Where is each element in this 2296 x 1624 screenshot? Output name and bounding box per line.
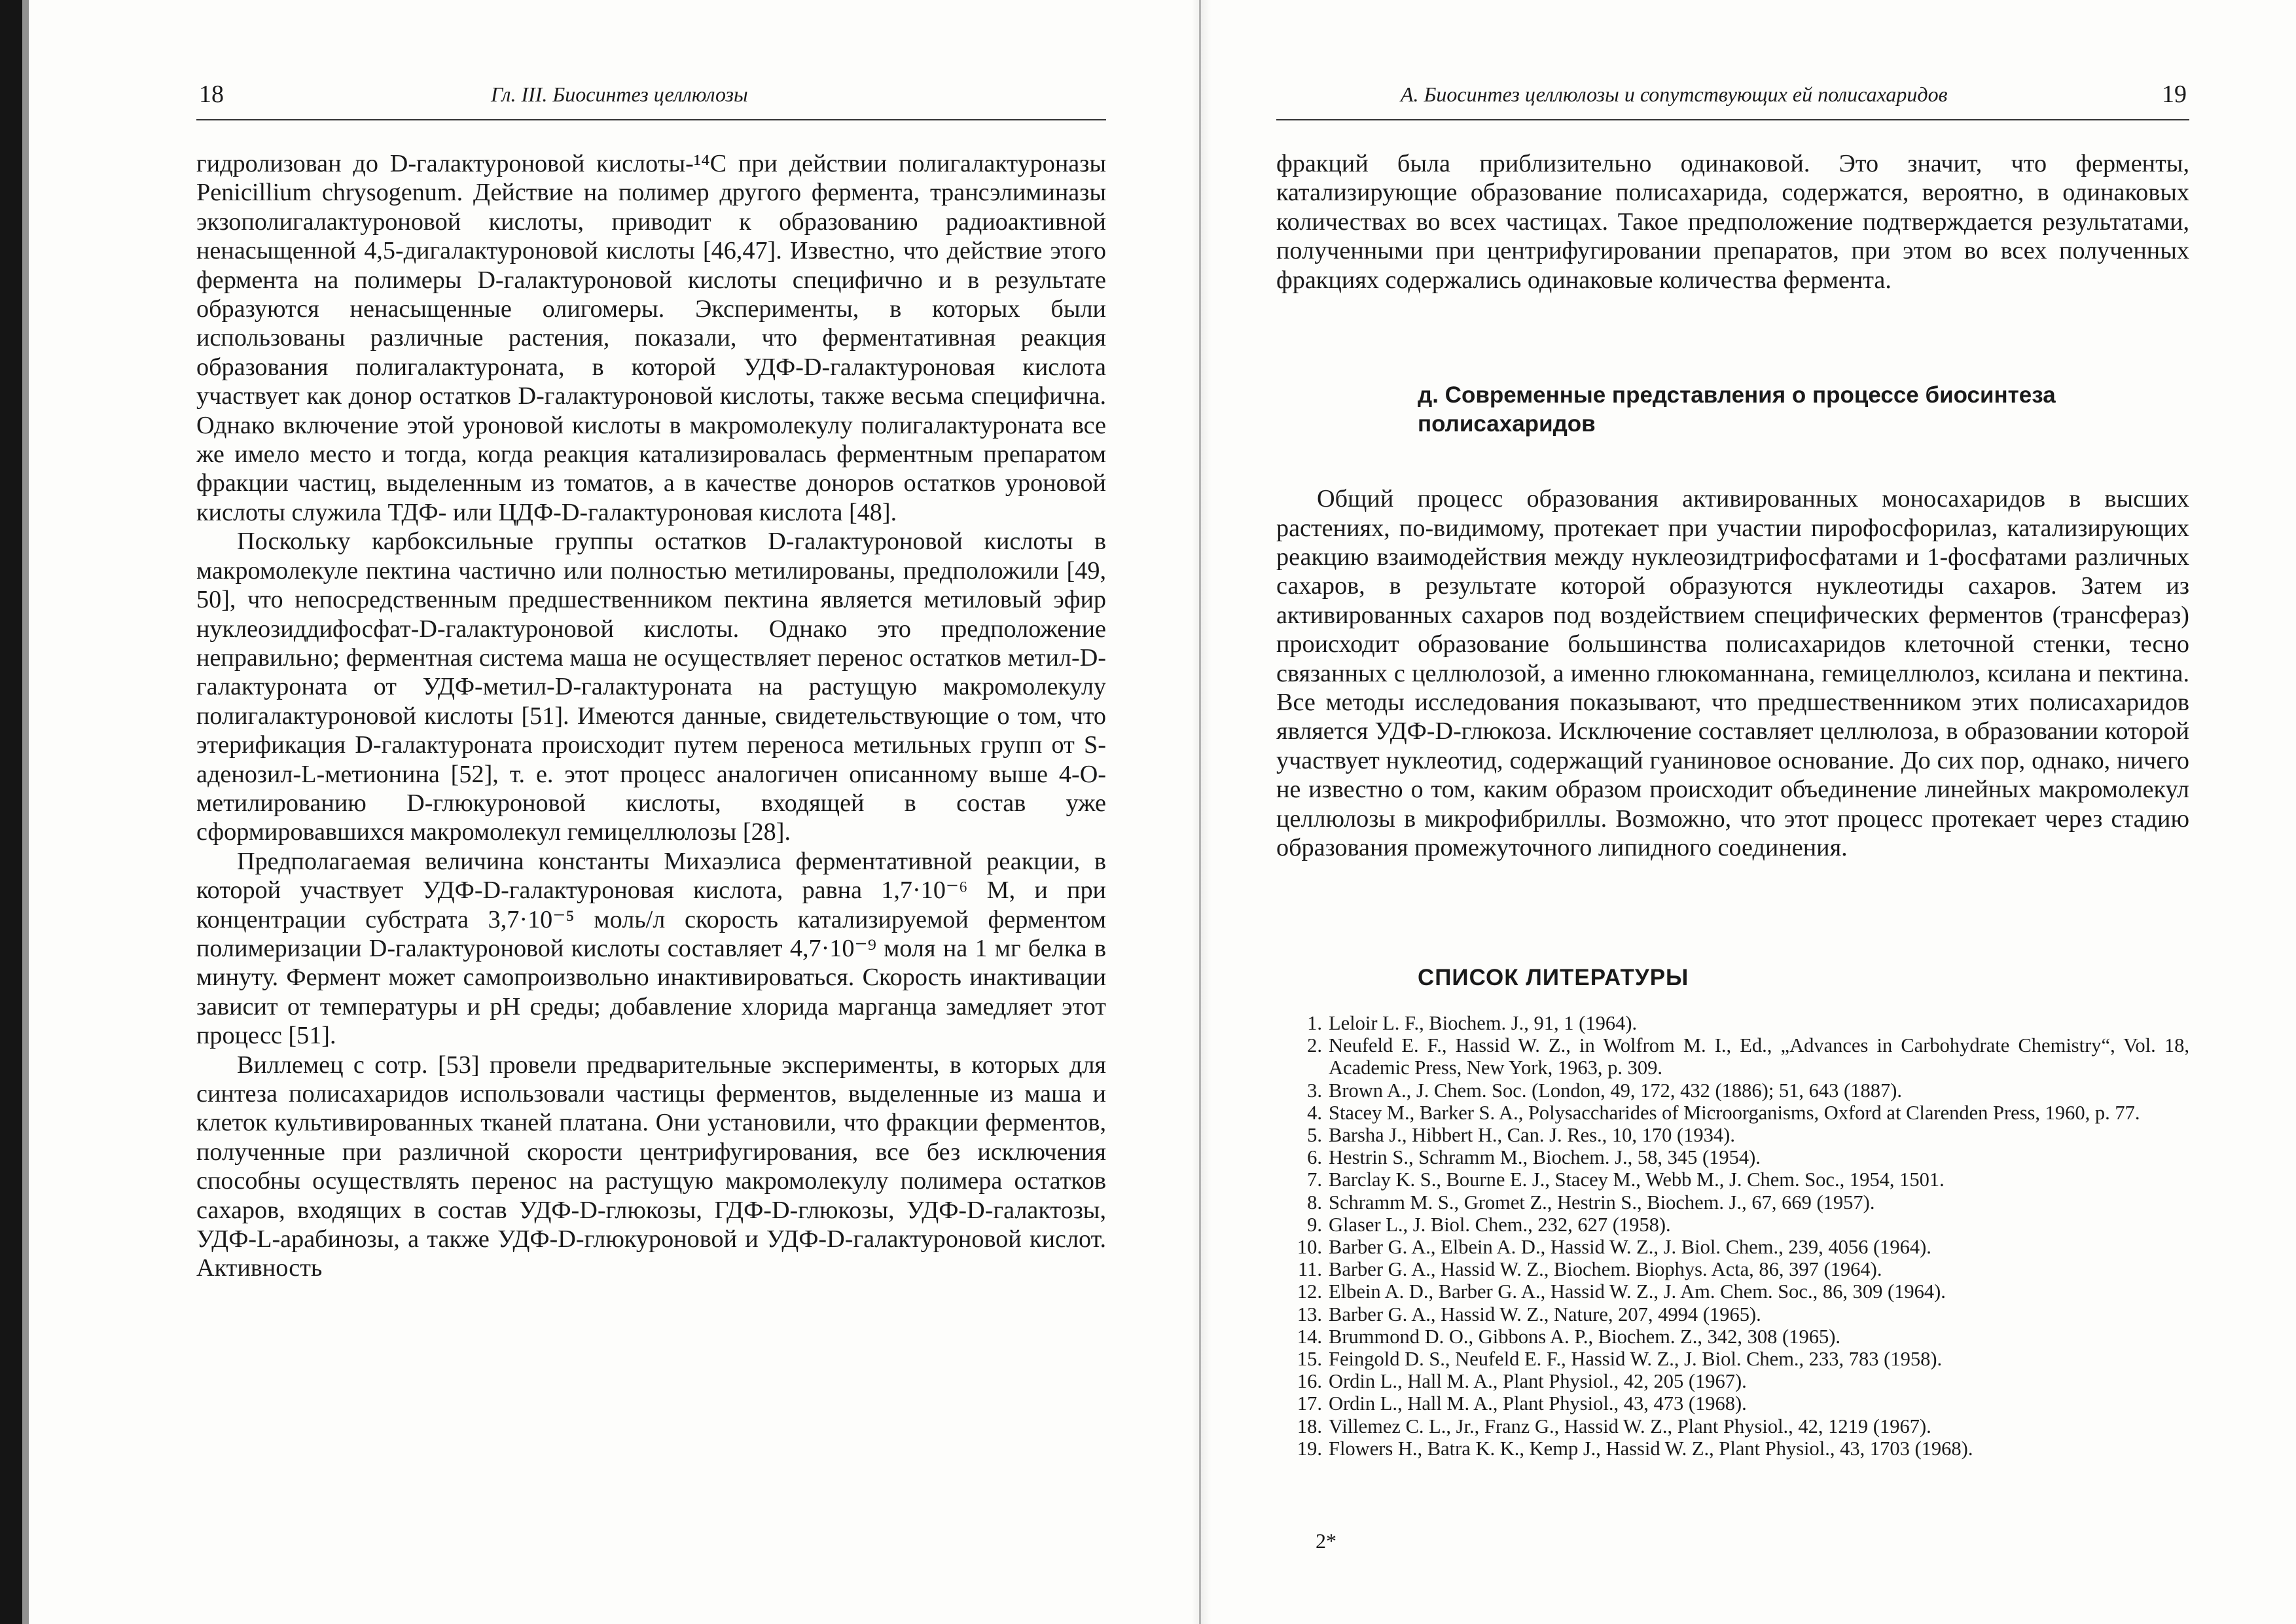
reference-number: 7.: [1307, 1168, 1322, 1191]
right-body-text-section: [1276, 460, 2189, 888]
reference-text: Glaser L., J. Biol. Chem., 232, 627 (1958).: [1329, 1213, 1671, 1236]
reference-text: Barber G. A., Elbein A. D., Hassid W. Z., J. Biol. Chem., 239, 4056 (1964).: [1329, 1236, 1931, 1259]
references-title: СПИСОК ЛИТЕРАТУРЫ: [1418, 965, 1689, 990]
reference-number: 4.: [1307, 1101, 1322, 1124]
reference-number: 9.: [1307, 1213, 1322, 1236]
reference-number: 10.: [1297, 1236, 1322, 1259]
reference-number: 17.: [1297, 1392, 1322, 1415]
reference-number: 11.: [1298, 1258, 1322, 1281]
reference-number: 8.: [1307, 1191, 1322, 1214]
reference-item: [1276, 1370, 2189, 1392]
reference-item: [1276, 1236, 2189, 1258]
left-running-header: [196, 77, 1106, 120]
references-list: [1276, 1012, 2189, 1460]
reference-item: [1276, 1392, 2189, 1415]
reference-number: 5.: [1307, 1124, 1322, 1147]
reference-text: Villemez C. L., Jr., Franz G., Hassid W. Z., Plant Physiol., 42, 1219 (1967).: [1329, 1415, 1931, 1437]
left-paragraph-3: Предполагаемая величина константы Михаэлиса ферментативной реакции, в которой участвует УДФ-D-галактуроновая кислота, равна 1,7·10⁻⁶ М, и при концентрации субстрата 3,7·10⁻⁵ моль/л скорость катализируемой ферментом полимеризации D-галактуроновой кислоты составляет 4,7·10⁻⁹ моля на 1 мг белка в минуту. Фермент может самопроизвольно инактивироваться. Скорость инактивации зависит от температуры и pH среды; добавление хлорида марганца замедляет этот процесс [51].: [196, 847, 1106, 1050]
reference-item: [1276, 1214, 2189, 1236]
reference-item: [1276, 1124, 2189, 1146]
reference-number: 19.: [1297, 1437, 1322, 1460]
reference-text: Hestrin S., Schramm M., Biochem. J., 58, 345 (1954).: [1329, 1146, 1761, 1169]
left-paragraph-2: Поскольку карбоксильные группы остатков D-галактуроновой кислоты в макромолекуле пектина частично или полностью метилированы, предположили [49, 50], что непосредственным предшественником пектина является метиловый эфир нуклеозиддифосфат-D-галактуроновой кислоты. Однако это предположение неправильно; ферментная система маша не осуществляет перенос остатков метил-D-галактуроната от УДФ-метил-D-галактуроната на растущую макромолекулу полигалактуроновой кислоты [51]. Имеются данные, свидетельствующие о том, что этерификация D-галактуроната происходит путем переноса метильных групп от S-аденозил-L-метионина [52], т. е. этот процесс аналогичен описанному выше 4-O-метилированию D-глюкуроновой кислоты, входящей в состав уже сформировавшихся макромолекул гемицеллюлозы [28].: [196, 528, 1106, 846]
reference-text: Stacey M., Barker S. A., Polysaccharides of Microorganisms, Oxford at Clarenden Press, 1960, p. 77.: [1329, 1101, 2140, 1124]
reference-number: 14.: [1297, 1325, 1322, 1348]
reference-number: 1.: [1307, 1012, 1322, 1034]
left-body-text: [196, 149, 1106, 1283]
reference-text: Elbein A. D., Barber G. A., Hassid W. Z., J. Am. Chem. Soc., 86, 309 (1964).: [1329, 1280, 1946, 1303]
left-paragraph-4: Виллемец с сотр. [53] провели предварительные эксперименты, в которых для синтеза полисахаридов использовали частицы ферментов, выделенные из маша и клеток культивированных тканей платана. Они установили, что фракции ферментов, полученные при различной скорости центрифугирования, все без исключения способны осуществлять перенос на растущую макромолекулу полимера остатков сахаров, входящих в состав УДФ-D-глюкозы, ГДФ-D-глюкозы, УДФ-D-галактозы, УДФ-L-арабинозы, а также УДФ-D-глюкуроновой и УДФ-D-галактуроновой кислот. Активность: [196, 1051, 1106, 1282]
right-page-number: 19: [2162, 81, 2187, 108]
reference-item: [1276, 1348, 2189, 1370]
reference-number: 18.: [1297, 1415, 1322, 1437]
left-running-title: Гл. III. Биосинтез целлюлозы: [491, 82, 748, 106]
section-heading: д. Современные представления о процессе биосинтеза полисахаридов: [1418, 382, 2056, 437]
reference-text: Ordin L., Hall M. A., Plant Physiol., 43, 473 (1968).: [1329, 1392, 1747, 1415]
reference-item: [1276, 1102, 2189, 1124]
reference-text: Leloir L. F., Biochem. J., 91, 1 (1964).: [1329, 1012, 1638, 1034]
reference-text: Barclay K. S., Bourne E. J., Stacey M., Webb M., J. Chem. Soc., 1954, 1501.: [1329, 1168, 1945, 1191]
scan-left-edge-shadow: [22, 0, 29, 1624]
reference-text: Barber G. A., Hassid W. Z., Nature, 207, 4994 (1965).: [1329, 1303, 1761, 1326]
reference-item: [1276, 1326, 2189, 1348]
right-paragraph-2: Общий процесс образования активированных моносахаридов в высших растениях, по-видимому, протекает при участии пирофосфорилаз, катализирующих реакцию взаимодействия между нуклеозидтрифосфатами и 1-фосфатами различных сахаров, в результате которой образуются нуклеотиды сахаров. Затем из активированных сахаров под воздействием специфических ферментов (трансфераз) происходит образование большинства полисахаридов клеточной стенки, тесно связанных с целлюлозой, а именно глюкоманнана, гемицеллюлоз, ксилана и пектина. Все методы исследования показывают, что предшественником этих полисахаридов является УДФ-D-глюкоза. Исключение составляет целлюлоза, в образовании которой участвует нуклеотид, содержащий гуаниновое основание. До сих пор, однако, ничего не известно о том, каким образом происходит объединение линейных макромолекул целлюлозы в микрофибриллы. Возможно, что этот процесс протекает через стадию образования промежуточного липидного соединения.: [1276, 485, 2189, 862]
reference-item: [1276, 1146, 2189, 1168]
reference-item: [1276, 1437, 2189, 1460]
right-body-text-top: [1276, 149, 2189, 295]
signature-mark: 2*: [1316, 1529, 1336, 1553]
reference-item: [1276, 1258, 2189, 1280]
reference-text: Feingold D. S., Neufeld E. F., Hassid W. Z., J. Biol. Chem., 233, 783 (1958).: [1329, 1348, 1943, 1371]
reference-text: Barsha J., Hibbert H., Can. J. Res., 10, 170 (1934).: [1329, 1124, 1735, 1147]
left-paragraph-1: гидролизован до D-галактуроновой кислоты-¹⁴С при действии полигалактуроназы Penicillium chrysogenum. Действие на полимер другого фермента, трансэлиминазы экзополигалактуроновой кислоты, приводит к образованию радиоактивной ненасыщенной 4,5-дигалактуроновой кислоты [46,47]. Известно, что действие этого фермента на полимеры D-галактуроновой кислоты специфично и в результате образуются ненасыщенные олигомеры. Эксперименты, в которых были использованы различные растения, показали, что ферментативная реакция образования полигалактуроната, в которой УДФ-D-галактуроновая кислота участвует как донор остатков D-галактуроновой кислоты, также весьма специфична. Однако включение этой уроновой кислоты в макромолекулу полигалактуроната все же имело место и тогда, когда реакция катализировалась ферментным препаратом фракции частиц, выделенным из томатов, а в качестве доноров остатков уроновой кислоты служила ТДФ- или ЦДФ-D-галактуроновая кислота [48].: [196, 150, 1106, 526]
reference-text: Flowers H., Batra K. K., Kemp J., Hassid W. Z., Plant Physiol., 43, 1703 (1968).: [1329, 1437, 1973, 1460]
reference-number: 12.: [1297, 1280, 1322, 1303]
reference-number: 2.: [1307, 1034, 1322, 1057]
reference-item: [1276, 1012, 2189, 1034]
right-running-header: [1276, 77, 2189, 120]
reference-text: Brummond D. O., Gibbons A. P., Biochem. Z., 342, 308 (1965).: [1329, 1325, 1840, 1348]
reference-text: Schramm M. S., Gromet Z., Hestrin S., Biochem. J., 67, 669 (1957).: [1329, 1191, 1875, 1214]
reference-number: 13.: [1297, 1303, 1322, 1326]
reference-number: 3.: [1307, 1079, 1322, 1102]
right-running-title: А. Биосинтез целлюлозы и сопутствующих ей полисахаридов: [1401, 82, 1948, 106]
reference-item: [1276, 1303, 2189, 1326]
reference-number: 6.: [1307, 1146, 1322, 1169]
reference-item: [1276, 1191, 2189, 1214]
reference-item: [1276, 1168, 2189, 1191]
reference-text: Barber G. A., Hassid W. Z., Biochem. Biophys. Acta, 86, 397 (1964).: [1329, 1258, 1882, 1281]
reference-item: [1276, 1079, 2189, 1102]
right-paragraph-1: фракций была приблизительно одинаковой. Это значит, что ферменты, катализирующие образование полисахарида, содержатся, вероятно, в одинаковых количествах во всех частицах. Такое предположение подтверждается результатами, полученными при центрифугировании препаратов, при этом во всех полученных фракциях содержались одинаковые количества фермента.: [1276, 150, 2189, 294]
reference-item: [1276, 1034, 2189, 1079]
reference-number: 15.: [1297, 1348, 1322, 1371]
book-gutter: [1199, 0, 1201, 1624]
reference-item: [1276, 1280, 2189, 1303]
reference-text: Brown A., J. Chem. Soc. (London, 49, 172, 432 (1886); 51, 643 (1887).: [1329, 1079, 1902, 1102]
reference-item: [1276, 1415, 2189, 1437]
book-gutter-shadow: [1191, 0, 1211, 1624]
left-page-number: 18: [199, 81, 224, 108]
scan-left-edge: [0, 0, 22, 1624]
reference-number: 16.: [1297, 1370, 1322, 1393]
reference-text: Neufeld E. F., Hassid W. Z., in Wolfrom M. I., Ed., „Advances in Carbohydrate Chemistry“, Vol. 18, Academic Press, New York, 1963, p. 309.: [1329, 1034, 2189, 1079]
reference-text: Ordin L., Hall M. A., Plant Physiol., 42, 205 (1967).: [1329, 1370, 1747, 1393]
